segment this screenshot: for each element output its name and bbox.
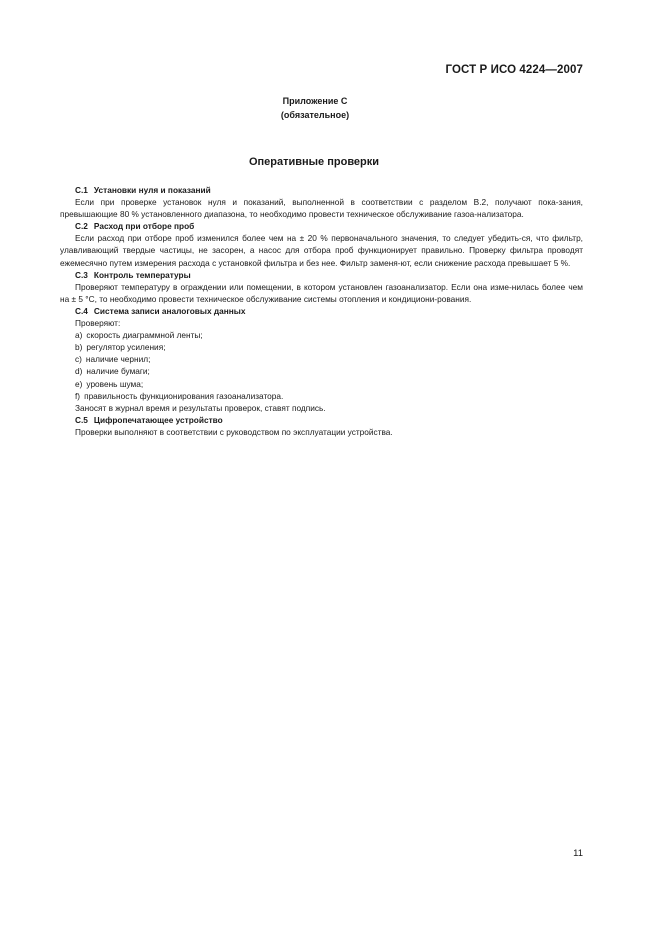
subsection-heading-c3 (60, 269, 583, 281)
paragraph: Если при проверке установок нуля и показаний, выполненной в соответствии с разделом В.2, получают пока-зания, превышающие 80 % установленного диапазона, то необходимо провести техническое обслуживание газоа-нализатора. (60, 197, 583, 220)
subsection-heading-c5 (60, 414, 583, 426)
list-item-text: скорость диаграммной ленты; (86, 330, 203, 341)
subsection-number: С.2 (75, 221, 88, 232)
paragraph: Проверяют: (75, 318, 121, 329)
subsection-number: С.3 (75, 269, 88, 280)
subsection-title: Установки нуля и показаний (93, 185, 211, 195)
appendix-title: Приложение С (282, 96, 348, 106)
paragraph: Проверки выполняют в соответствии с руководством по эксплуатации устройства. (75, 426, 393, 437)
subsection-title: Расход при отборе проб (93, 221, 195, 232)
subsection-number: С.4 (75, 305, 88, 316)
appendix-type: (обязательное) (280, 109, 350, 120)
list-item-text: правильность функционирования газоанализатора. (84, 390, 284, 401)
list-item-text: регулятор усиления; (86, 342, 166, 353)
paragraph: Проверяют температуру в ограждении или помещении, в котором установлен газоанализатор. Если она изме-нилась более чем на ± 5 °С, то необходимо провести техническое обслуживание системы отопления и кондициони-рования. (60, 281, 583, 304)
paragraph: Если расход при отборе проб изменился более чем на ± 20 % первоначального значения, то следует убедить-ся, что фильтр, улавливающий твердые частицы, не засорен, а насос для отбора проб функционирует правильно. Проверку фильтра проводят ежемесячно путем измерения расхода с установкой фильтра и без нее. Фильтр заменя-ют, если снижение расхода превышает 5 %. (60, 233, 583, 268)
paragraph: Заносят в журнал время и результаты проверок, ставят подпись. (75, 402, 326, 413)
subsection-title: Цифропечатающее устройство (93, 414, 223, 425)
subsection-title: Контроль температуры (93, 269, 191, 280)
list-item-text: наличие бумаги; (86, 366, 150, 377)
check-list (60, 329, 583, 402)
subsection-heading-c1 (60, 184, 583, 196)
subsection-number: С.5 (75, 414, 88, 425)
document-code: ГОСТ Р ИСО 4224—2007 (445, 64, 583, 76)
page-number: 11 (573, 848, 583, 859)
list-item-text: наличие чернил; (85, 354, 151, 365)
list-item (75, 365, 583, 377)
list-item-text: уровень шума; (86, 378, 144, 389)
list-marker: b) (75, 342, 83, 353)
list-item (75, 378, 583, 390)
subsection-heading-c4 (60, 305, 583, 317)
list-item (75, 353, 583, 365)
list-marker: f) (75, 390, 81, 401)
subsection-number: С.1 (75, 185, 88, 195)
list-marker: a) (75, 330, 83, 341)
subsection-title: Система записи аналоговых данных (93, 305, 246, 316)
section-title: Оперативные проверки (248, 156, 380, 168)
subsection-heading-c2 (60, 220, 583, 232)
list-marker: d) (75, 366, 83, 377)
list-item (75, 329, 583, 341)
list-item (75, 390, 583, 402)
list-marker: c) (75, 354, 82, 365)
appendix-heading (0, 95, 630, 122)
list-marker: e) (75, 378, 83, 389)
list-item (75, 341, 583, 353)
document-body (60, 184, 583, 438)
